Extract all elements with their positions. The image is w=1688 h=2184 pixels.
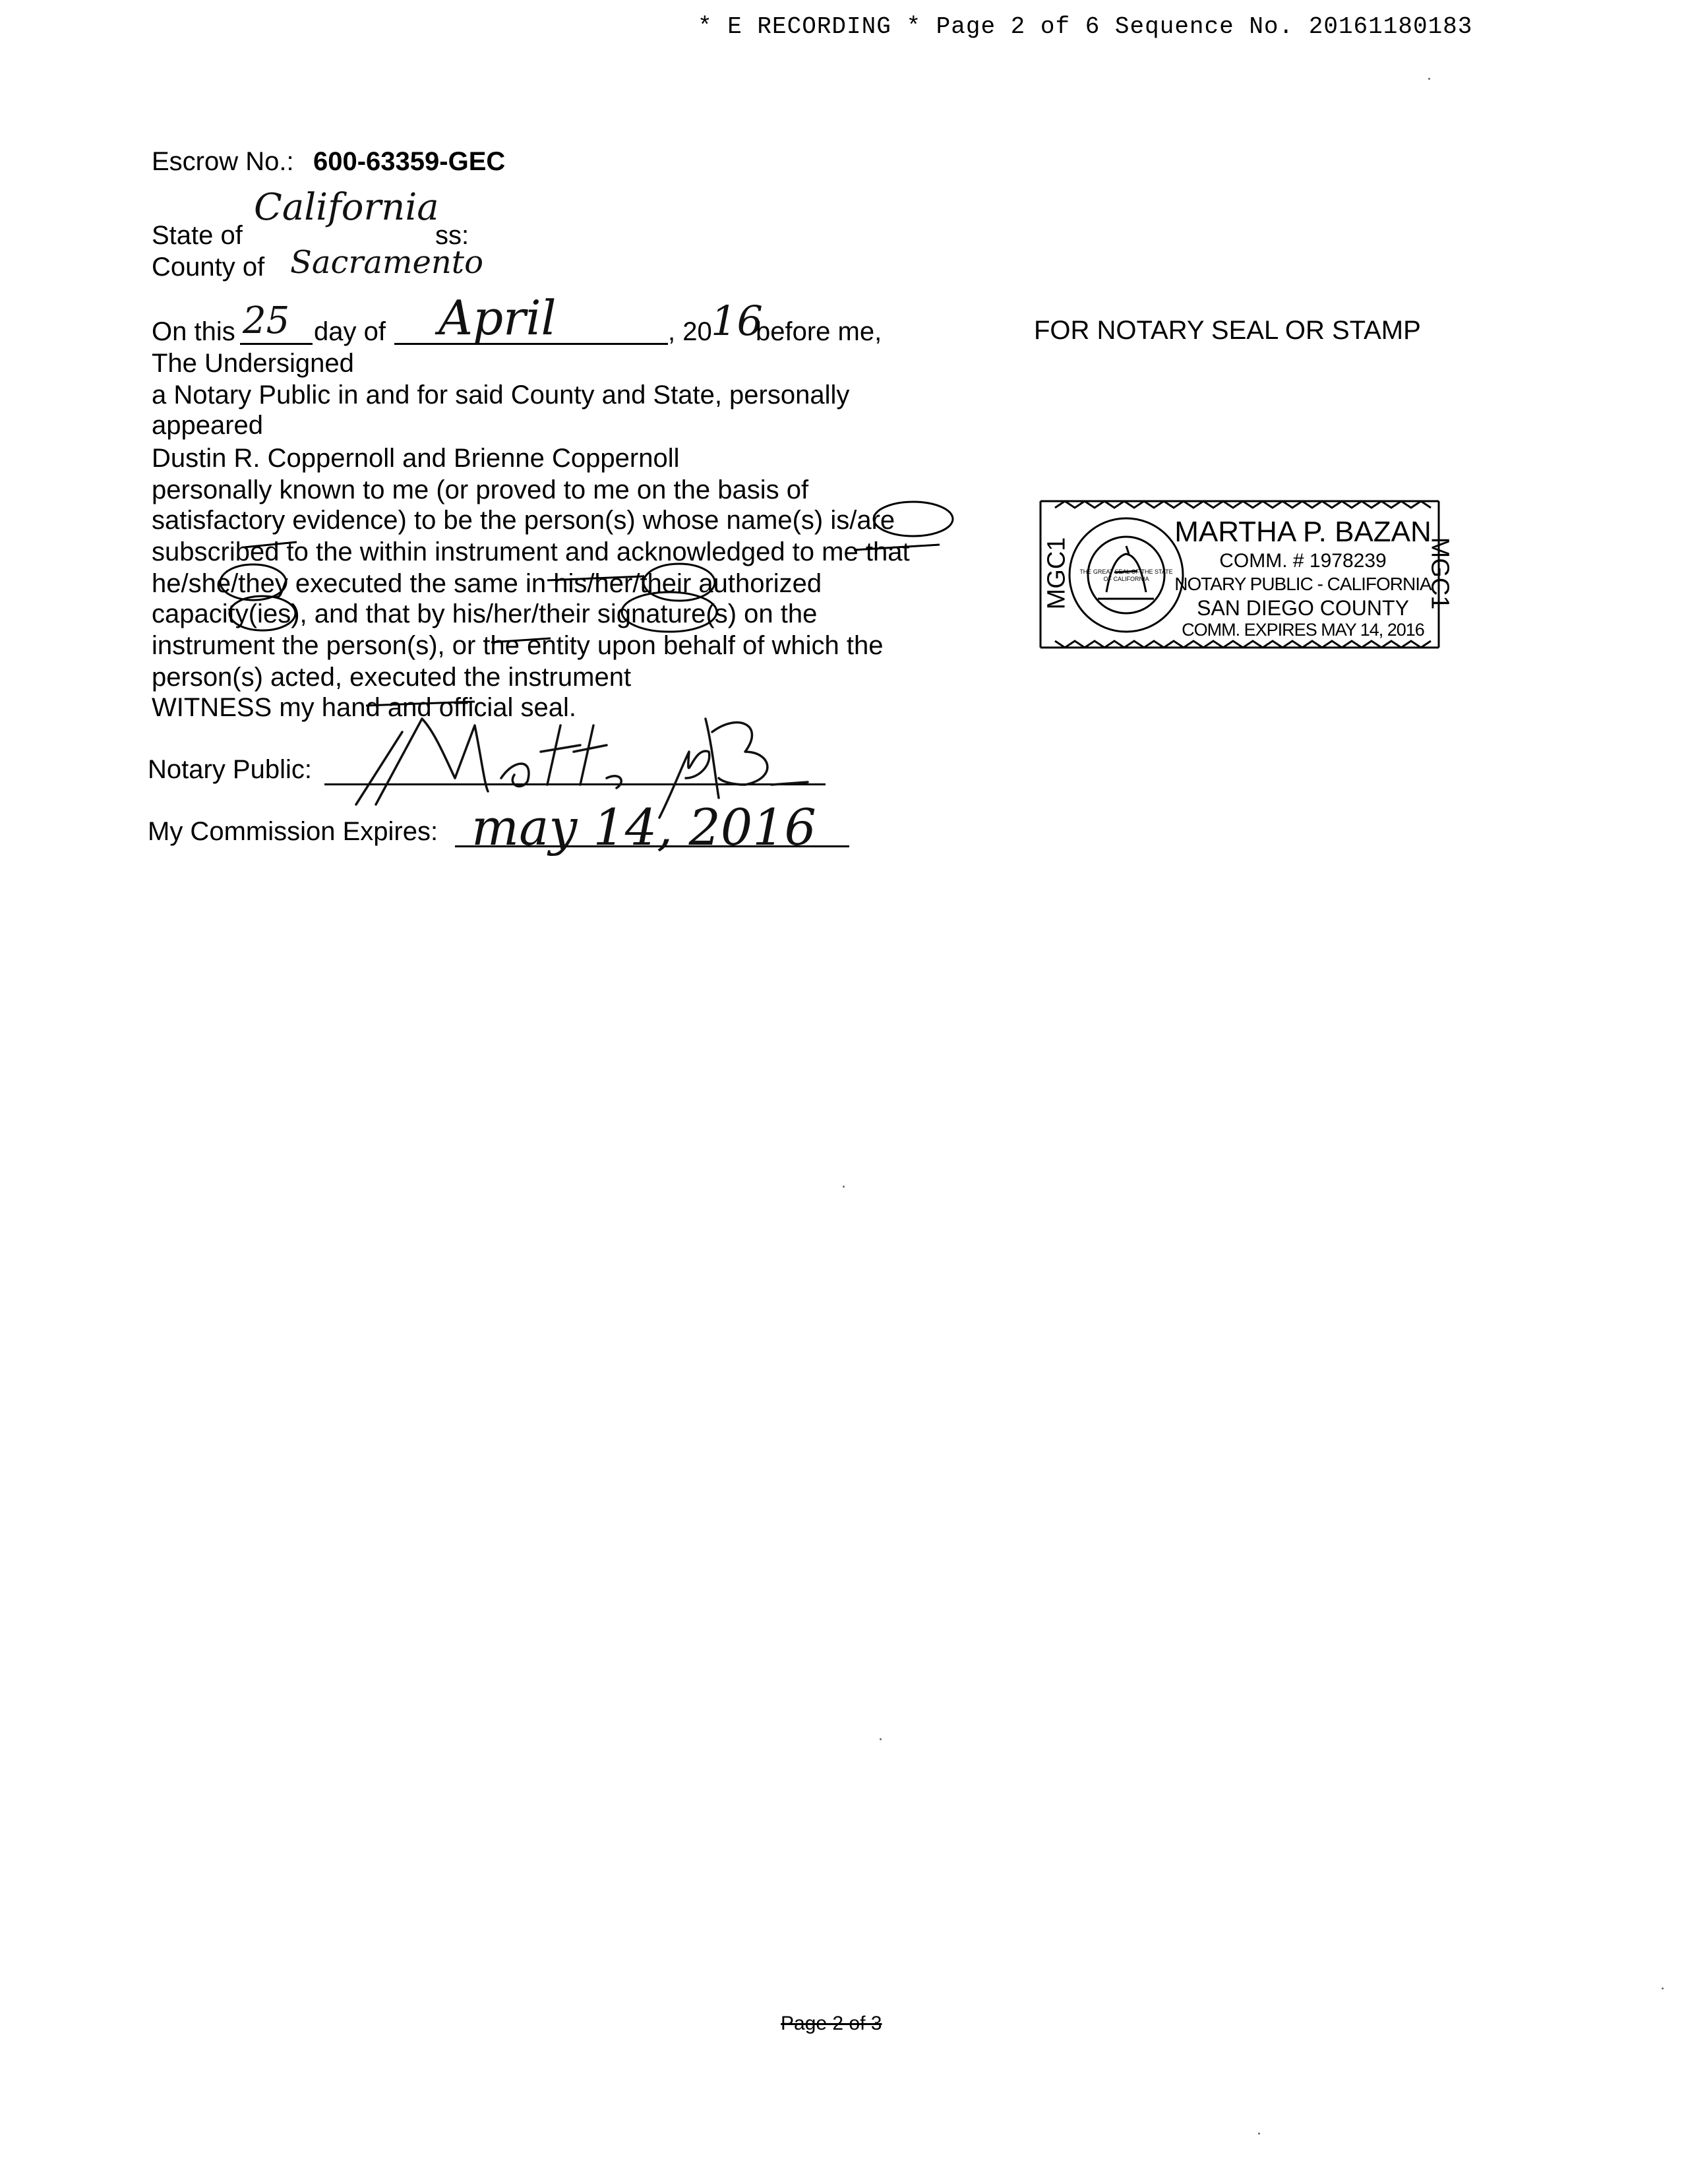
ack-line-9: he/she/they executed the same in his/her/their authorized	[152, 569, 822, 598]
ack-line-12: person(s) acted, executed the instrument	[152, 663, 632, 692]
circle-ies	[229, 596, 295, 630]
commission-expires-label: My Commission Expires:	[148, 817, 438, 846]
circle-they	[220, 564, 286, 600]
year-prefix: , 20	[668, 317, 712, 346]
stamp-county: SAN DIEGO COUNTY	[1197, 596, 1409, 620]
state-label: State of	[152, 221, 243, 250]
scan-speck	[1428, 78, 1430, 80]
year-value-handwritten: 16	[711, 297, 763, 345]
strike-his-her	[547, 576, 643, 580]
county-label: County of	[152, 253, 265, 282]
ack-line-8: subscribed to the within instrument and acknowledged to me that	[152, 537, 910, 566]
state-value-handwritten: California	[254, 186, 439, 229]
stamp-side-code-right: MGC1	[1426, 537, 1454, 610]
ack-line-7: satisfactory evidence) to be the person(s) whose name(s) is/are	[152, 506, 895, 535]
stamp-expires: COMM. EXPIRES MAY 14, 2016	[1182, 620, 1424, 640]
county-value-handwritten: Sacramento	[290, 244, 483, 281]
day-value-handwritten: 25	[243, 299, 290, 342]
stamp-seal-text: THE GREAT SEAL OF THE STATE OF CALIFORNIA	[1079, 568, 1173, 582]
stamp-name: MARTHA P. BAZAN	[1174, 516, 1432, 548]
ss-label: ss:	[435, 221, 469, 250]
notary-public-label: Notary Public:	[148, 755, 312, 784]
circle-their-signature	[622, 592, 717, 632]
strike-that	[854, 545, 940, 550]
ack-line-4: appeared	[152, 411, 264, 440]
ack-line-10: capacity(ies), and that by his/her/their signature(s) on the	[152, 599, 818, 628]
scan-speck	[880, 1738, 882, 1740]
ack-line-2: The Undersigned	[152, 349, 354, 378]
footer-page-number: Page 2 of 3	[781, 2013, 882, 2034]
scan-speck	[1258, 2133, 1260, 2135]
notary-seal-heading: FOR NOTARY SEAL OR STAMP	[1034, 316, 1421, 345]
day-of-label: day of	[314, 317, 386, 346]
strike-entity	[491, 638, 551, 642]
escrow-label: Escrow No.:	[152, 147, 294, 176]
on-this-label: On this	[152, 317, 235, 346]
scan-speck	[843, 1186, 845, 1188]
ack-line-11: instrument the person(s), or the entity upon behalf of which the	[152, 631, 884, 660]
ack-line-3: a Notary Public in and for said County and State, personally	[152, 380, 850, 410]
stamp-comm-number: COMM. # 1978239	[1219, 550, 1387, 572]
circle-their-authorized	[644, 564, 715, 601]
witness-line: WITNESS my hand and official seal.	[152, 693, 576, 722]
scan-speck	[1662, 1987, 1664, 1989]
stamp-title: NOTARY PUBLIC - CALIFORNIA	[1174, 574, 1432, 594]
strike-to	[244, 542, 297, 547]
signer-names: Dustin R. Coppernoll and Brienne Coppernoll	[152, 444, 680, 473]
ack-line-6: personally known to me (or proved to me on the basis of	[152, 475, 809, 504]
before-me-label: before me,	[756, 317, 882, 346]
circle-are	[874, 502, 953, 536]
notary-stamp	[1029, 493, 1454, 655]
escrow-number: 600-63359-GEC	[313, 147, 506, 176]
commission-expires-value-handwritten: may 14, 2016	[471, 798, 816, 857]
stamp-side-code-left: MGC1	[1042, 537, 1071, 610]
month-value-handwritten: April	[438, 290, 557, 346]
recording-header: * E RECORDING * Page 2 of 6 Sequence No. 20161180183	[698, 13, 1473, 40]
